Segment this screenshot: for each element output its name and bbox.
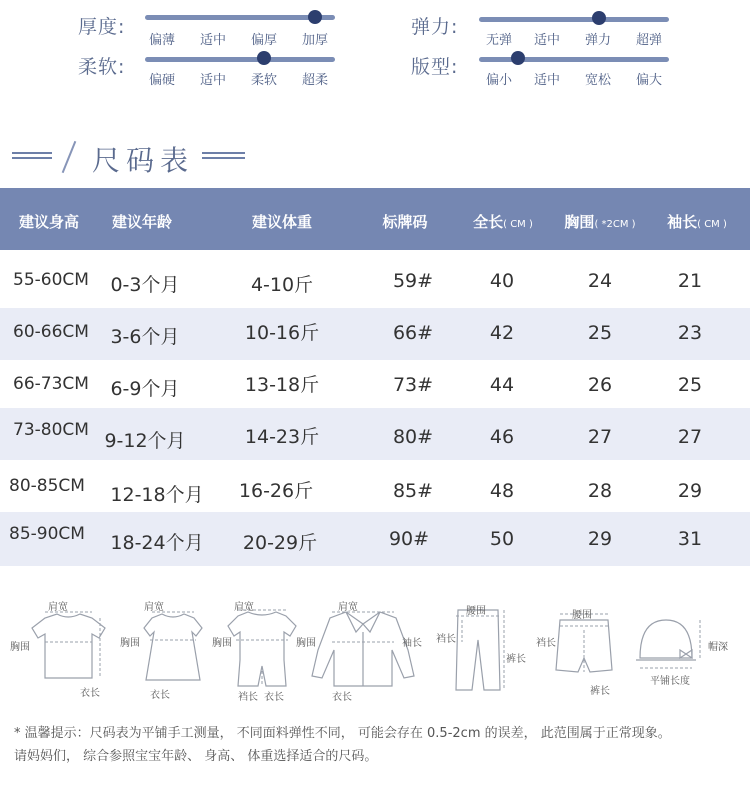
attr-elasticity-knob[interactable]	[592, 11, 606, 25]
diagram-label: 帽深	[708, 642, 728, 653]
cell-sleeve: 23	[677, 322, 703, 344]
title-divider-right	[202, 152, 245, 154]
attr-thickness-track[interactable]	[145, 15, 335, 20]
cell-height: 60-66CM	[13, 322, 89, 342]
attr-fit-knob[interactable]	[511, 51, 525, 65]
attr-option: 加厚	[301, 33, 328, 48]
diagram-label: 肩宽	[144, 602, 164, 613]
cell-weight: 10-16斤	[244, 322, 320, 344]
attr-fit-label: 版型:	[411, 56, 459, 78]
diagram-label: 肩宽	[338, 602, 358, 613]
th-age: 建议年龄	[111, 213, 172, 231]
cell-tag-size: 85#	[392, 480, 434, 502]
cell-height: 55-60CM	[13, 270, 89, 290]
attr-option: 柔软	[250, 73, 277, 88]
diagram-label: 肩宽	[234, 602, 254, 613]
th-height: 建议身高	[18, 213, 79, 231]
hat-outline	[636, 620, 700, 668]
attr-option: 偏小	[485, 73, 512, 88]
size-table-header	[0, 188, 750, 250]
attr-option: 适中	[533, 33, 560, 48]
table-row	[0, 256, 750, 308]
cell-age: 0-3个月	[110, 274, 180, 296]
attr-elasticity-track[interactable]	[479, 17, 669, 22]
attr-option: 偏薄	[148, 33, 175, 48]
cell-tag-size: 66#	[392, 322, 434, 344]
attr-softness-knob[interactable]	[257, 51, 271, 65]
cell-chest: 26	[587, 374, 613, 396]
cell-tag-size: 90#	[388, 528, 430, 550]
diagram-label: 裆长	[436, 634, 456, 645]
cell-weight: 20-29斤	[242, 532, 318, 554]
cell-height: 85-90CM	[9, 524, 85, 544]
garment-outlines	[0, 580, 750, 710]
th-length: 全长( CM )	[473, 213, 533, 231]
size-note	[14, 722, 744, 768]
diagram-label: 腰围	[572, 610, 592, 621]
cell-tag-size: 73#	[392, 374, 434, 396]
th-weight: 建议体重	[251, 213, 312, 231]
attr-thickness-knob[interactable]	[308, 10, 322, 24]
diagram-label: 裤长	[590, 686, 610, 697]
cell-weight: 13-18斤	[244, 374, 320, 396]
attr-softness-label: 柔软:	[78, 56, 126, 78]
tshirt-outline	[32, 612, 105, 678]
measurement-diagrams	[0, 580, 750, 710]
cell-length: 40	[489, 270, 515, 292]
attr-option: 偏厚	[250, 33, 277, 48]
shorts-outline	[556, 614, 612, 672]
cell-sleeve: 29	[677, 480, 703, 502]
cell-sleeve: 25	[677, 374, 703, 396]
table-row	[0, 408, 750, 460]
cell-chest: 28	[587, 480, 613, 502]
diagram-label: 裤长	[506, 654, 526, 665]
pants-outline	[456, 610, 504, 690]
cell-weight: 14-23斤	[244, 426, 320, 448]
attr-thickness-label: 厚度:	[78, 16, 126, 38]
diagram-label: 衣长	[264, 692, 284, 703]
cell-chest: 29	[587, 528, 613, 550]
table-row	[0, 462, 750, 514]
attr-option: 偏硬	[148, 73, 175, 88]
attr-softness-track[interactable]	[145, 57, 335, 62]
diagram-label: 胸围	[212, 638, 232, 649]
romper-outline	[228, 610, 296, 686]
table-row	[0, 308, 750, 360]
cell-chest: 25	[587, 322, 613, 344]
cell-weight: 16-26斤	[238, 480, 314, 502]
cell-height: 73-80CM	[13, 420, 89, 440]
jacket-outline	[312, 612, 414, 686]
diagram-label: 衣长	[332, 692, 352, 703]
cell-age: 18-24个月	[110, 532, 204, 554]
diagram-label: 胸围	[120, 638, 140, 649]
section-title: 尺码表	[92, 144, 195, 177]
cell-height: 80-85CM	[9, 476, 85, 496]
diagram-label: 裆长	[536, 638, 556, 649]
title-divider-left	[12, 157, 52, 159]
cell-length: 48	[489, 480, 515, 502]
th-tag-size: 标牌码	[382, 213, 428, 231]
attr-option: 偏大	[635, 73, 662, 88]
attr-option: 适中	[199, 33, 226, 48]
cell-chest: 27	[587, 426, 613, 448]
cell-length: 42	[489, 322, 515, 344]
diagram-label: 胸围	[296, 638, 316, 649]
cell-weight: 4-10斤	[250, 274, 314, 296]
cell-sleeve: 31	[677, 528, 703, 550]
diagram-label: 胸围	[10, 642, 30, 653]
dress-outline	[144, 612, 202, 680]
cell-length: 50	[489, 528, 515, 550]
diagram-label: 袖长	[402, 638, 422, 649]
title-slash	[62, 141, 77, 173]
attr-option: 无弹	[485, 33, 512, 48]
title-divider-right	[202, 157, 245, 159]
cell-chest: 24	[587, 270, 613, 292]
diagram-label: 裆长	[238, 692, 258, 703]
attr-fit-track[interactable]	[479, 57, 669, 62]
cell-age: 3-6个月	[110, 326, 180, 348]
cell-height: 66-73CM	[13, 374, 89, 394]
cell-sleeve: 27	[677, 426, 703, 448]
table-row	[0, 512, 750, 566]
attr-option: 适中	[199, 73, 226, 88]
cell-sleeve: 21	[677, 270, 703, 292]
cell-tag-size: 80#	[392, 426, 434, 448]
cell-age: 9-12个月	[104, 430, 186, 452]
note-line: * 温馨提示：尺码表为平铺手工测量， 不同面料弹性不同， 可能会存在 0.5-2cm 的误差， 此范围属于正常现象。	[14, 726, 671, 741]
attr-option: 宽松	[584, 73, 611, 88]
cell-length: 46	[489, 426, 515, 448]
cell-age: 12-18个月	[110, 484, 204, 506]
diagram-label: 衣长	[150, 690, 170, 701]
attr-option: 超弹	[635, 33, 662, 48]
attr-elasticity-label: 弹力:	[411, 16, 459, 38]
th-sleeve: 袖长( CM )	[667, 213, 727, 231]
title-divider-left	[12, 152, 52, 154]
attr-option: 超柔	[301, 73, 328, 88]
cell-tag-size: 59#	[392, 270, 434, 292]
th-chest: 胸围( *2CM )	[564, 213, 636, 231]
note-line: 请妈妈们， 综合参照宝宝年龄、 身高、 体重选择适合的尺码。	[14, 749, 378, 764]
diagram-label: 腰围	[466, 606, 486, 617]
diagram-label: 肩宽	[48, 602, 68, 613]
cell-age: 6-9个月	[110, 378, 180, 400]
table-row	[0, 360, 750, 412]
diagram-label: 平铺长度	[650, 676, 690, 687]
cell-length: 44	[489, 374, 515, 396]
diagram-label: 衣长	[80, 688, 100, 699]
attr-option: 弹力	[584, 33, 611, 48]
attr-option: 适中	[533, 73, 560, 88]
